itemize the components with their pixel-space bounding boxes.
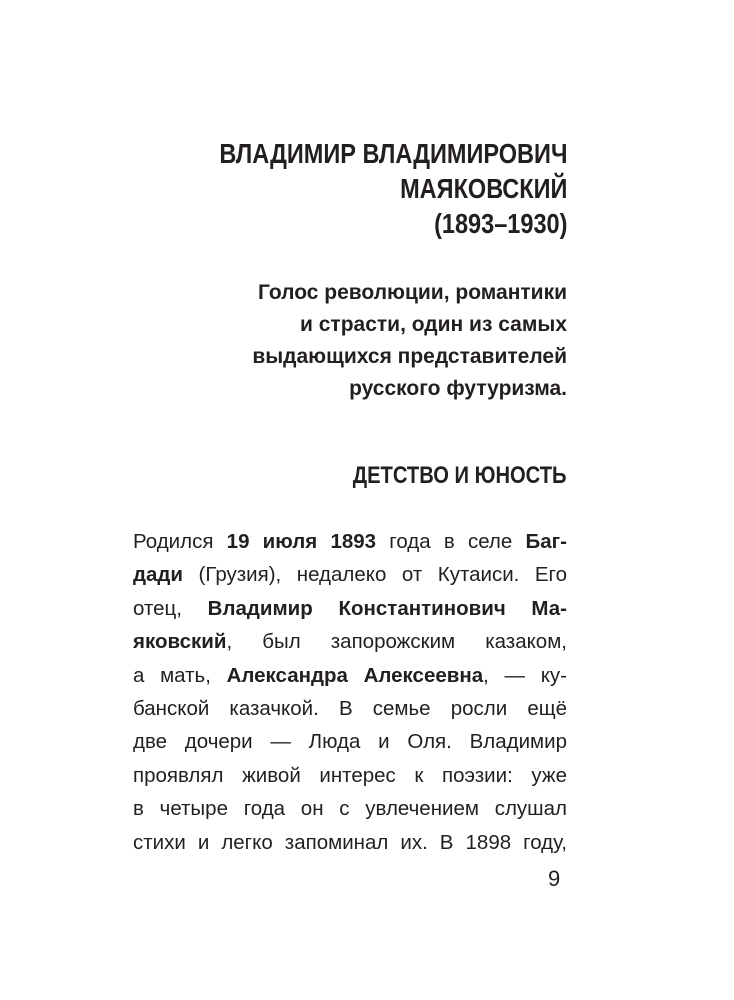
body-line	[133, 792, 567, 825]
subtitle-line: Голос революции, романтики	[257, 281, 567, 304]
bold-text: Александра Алексеевна	[226, 663, 484, 687]
text: банской казачкой. В семье росли ещё	[133, 697, 567, 721]
subtitle	[252, 277, 567, 405]
text: две дочери — Люда и Оля. Владимир	[133, 730, 567, 754]
bold-text: дади	[133, 563, 184, 587]
body-line	[133, 625, 567, 658]
text: а мать,	[133, 663, 227, 687]
text: отец,	[133, 596, 208, 620]
text: в четыре года он с увлечением слушал	[133, 797, 567, 821]
body-line	[133, 725, 567, 758]
subtitle-line: русского футуризма.	[349, 377, 567, 400]
text: , — ку-	[483, 663, 567, 687]
body-line	[133, 525, 567, 558]
section-heading: ДЕТСТВО И ЮНОСТЬ	[353, 462, 567, 489]
text: стихи и легко запоминал их. В 1898 году,	[133, 830, 567, 854]
bold-text: яковский	[133, 630, 227, 654]
title-line: ВЛАДИМИР ВЛАДИМИРОВИЧ	[218, 138, 567, 169]
bold-text: 19 июля 1893	[226, 530, 377, 553]
body-line	[133, 558, 567, 591]
body-line	[133, 592, 567, 625]
bold-text: Владимир Константинович Ма-	[207, 596, 567, 620]
page-number: 9	[548, 866, 561, 891]
text: проявлял живой интерес к поэзии: уже	[133, 763, 567, 787]
subtitle-line: и страсти, один из самых	[299, 313, 567, 336]
bold-text: Баг-	[525, 530, 568, 553]
title-dates: (1893–1930)	[433, 208, 567, 239]
text: года в селе	[376, 530, 526, 553]
body-text	[133, 525, 567, 859]
body-line	[133, 759, 567, 792]
text: (Грузия), недалеко от Кутаиси. Его	[183, 563, 567, 587]
text: Родился	[133, 530, 227, 553]
author-title	[153, 136, 567, 241]
text: , был запорожским казаком,	[226, 630, 567, 654]
body-line	[133, 692, 567, 725]
subtitle-line: выдающихся представителей	[252, 345, 567, 368]
title-line: МАЯКОВСКИЙ	[399, 173, 567, 204]
body-line	[133, 826, 567, 859]
body-line	[133, 659, 567, 692]
